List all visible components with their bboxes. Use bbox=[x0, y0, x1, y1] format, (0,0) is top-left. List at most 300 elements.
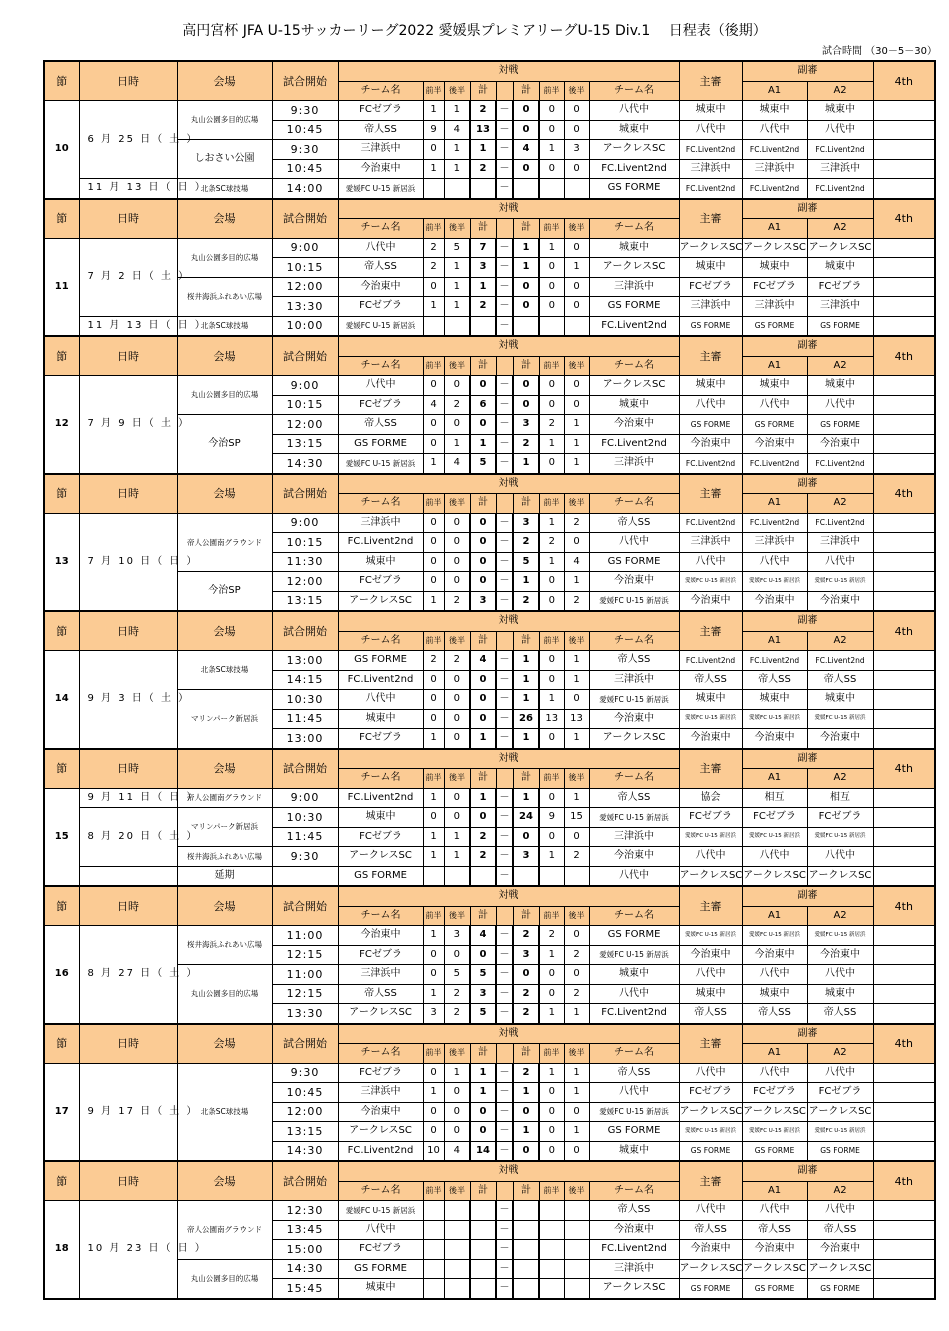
header-datetime: 日時 bbox=[79, 1161, 177, 1201]
header-away-second-half: 後半 bbox=[564, 494, 589, 514]
away-first-half bbox=[539, 316, 564, 336]
header-venue: 会場 bbox=[177, 336, 272, 376]
section-number: 16 bbox=[44, 926, 79, 1024]
match-date: 10 月 23 日（ 日 ） bbox=[79, 1201, 177, 1299]
home-first-half: 1 bbox=[423, 101, 444, 121]
fourth-official bbox=[873, 533, 935, 553]
home-team: FCゼブラ bbox=[338, 395, 423, 415]
header-home-second-half: 後半 bbox=[444, 1181, 470, 1201]
away-team: 愛媛FC U-15 新居浜 bbox=[589, 690, 679, 710]
kickoff-time: 12:30 bbox=[272, 1201, 338, 1221]
home-total: 1 bbox=[470, 1063, 496, 1083]
home-total: 5 bbox=[470, 965, 496, 985]
home-second-half: 0 bbox=[444, 1102, 470, 1122]
header-away-total: 計 bbox=[513, 769, 539, 789]
referee: 三津浜中 bbox=[679, 533, 742, 553]
header-assistant: 副審 bbox=[742, 611, 873, 631]
away-second-half: 4 bbox=[564, 552, 589, 572]
kickoff-time: 14:30 bbox=[272, 454, 338, 474]
kickoff-time: 14:00 bbox=[272, 179, 338, 199]
home-team: 今治東中 bbox=[338, 1102, 423, 1122]
score-dash: － bbox=[496, 808, 513, 828]
away-second-half: 0 bbox=[564, 1141, 589, 1161]
kickoff-time: 11:45 bbox=[272, 827, 338, 847]
home-team: 三津浜中 bbox=[338, 1083, 423, 1103]
away-team: 帝人SS bbox=[589, 788, 679, 808]
header-home-team: チーム名 bbox=[338, 219, 423, 239]
header-section: 節 bbox=[44, 1024, 79, 1064]
header-a2: A2 bbox=[807, 1044, 873, 1064]
referee: 今治東中 bbox=[679, 729, 742, 749]
away-total bbox=[513, 866, 539, 886]
header-match: 対戦 bbox=[338, 886, 679, 906]
fourth-official bbox=[873, 945, 935, 965]
assistant-referee-1: 城東中 bbox=[742, 376, 807, 396]
assistant-referee-1: 三津浜中 bbox=[742, 159, 807, 179]
assistant-referee-2: 今治東中 bbox=[807, 434, 873, 454]
assistant-referee-1: アークレスSC bbox=[742, 1102, 807, 1122]
header-home-team: チーム名 bbox=[338, 1044, 423, 1064]
header-away-total: 計 bbox=[513, 219, 539, 239]
header-match: 対戦 bbox=[338, 199, 679, 219]
assistant-referee-1: GS FORME bbox=[742, 1279, 807, 1299]
header-kickoff: 試合開始 bbox=[272, 336, 338, 376]
fourth-official bbox=[873, 297, 935, 317]
away-first-half: 0 bbox=[539, 159, 564, 179]
away-second-half: 1 bbox=[564, 670, 589, 690]
home-team: 帝人SS bbox=[338, 984, 423, 1004]
referee: FCゼブラ bbox=[679, 277, 742, 297]
kickoff-time bbox=[272, 866, 338, 886]
away-second-half bbox=[564, 1279, 589, 1299]
score-dash: － bbox=[496, 179, 513, 199]
away-team: 帝人SS bbox=[589, 1201, 679, 1221]
header-datetime: 日時 bbox=[79, 336, 177, 376]
home-first-half: 2 bbox=[423, 651, 444, 671]
header-fourth: 4th bbox=[873, 199, 935, 239]
score-dash: － bbox=[496, 533, 513, 553]
home-total bbox=[470, 866, 496, 886]
fourth-official bbox=[873, 179, 935, 199]
away-second-half: 1 bbox=[564, 1083, 589, 1103]
header-home-second-half: 後半 bbox=[444, 769, 470, 789]
header-assistant: 副審 bbox=[742, 749, 873, 769]
away-first-half bbox=[539, 1279, 564, 1299]
away-second-half: 0 bbox=[564, 277, 589, 297]
assistant-referee-2: 相互 bbox=[807, 788, 873, 808]
header-datetime: 日時 bbox=[79, 474, 177, 514]
header-fourth: 4th bbox=[873, 336, 935, 376]
away-total: 0 bbox=[513, 120, 539, 140]
fourth-official bbox=[873, 101, 935, 121]
home-team: FCゼブラ bbox=[338, 572, 423, 592]
away-first-half bbox=[539, 1259, 564, 1279]
away-second-half: 0 bbox=[564, 395, 589, 415]
assistant-referee-1: 愛媛FC U-15 新居浜 bbox=[742, 572, 807, 592]
score-dash: － bbox=[496, 827, 513, 847]
home-team: 今治東中 bbox=[338, 926, 423, 946]
away-total bbox=[513, 1201, 539, 1221]
away-second-half: 15 bbox=[564, 808, 589, 828]
match-date: 9 月 17 日（ 土 ） bbox=[79, 1063, 177, 1161]
away-second-half: 0 bbox=[564, 690, 589, 710]
fourth-official bbox=[873, 827, 935, 847]
header-venue: 会場 bbox=[177, 749, 272, 789]
header-venue: 会場 bbox=[177, 474, 272, 514]
header-section: 節 bbox=[44, 1161, 79, 1201]
header-venue: 会場 bbox=[177, 61, 272, 101]
header-away-team: チーム名 bbox=[589, 356, 679, 376]
fourth-official bbox=[873, 965, 935, 985]
away-second-half bbox=[564, 1201, 589, 1221]
score-dash: － bbox=[496, 297, 513, 317]
section-header-row bbox=[44, 749, 935, 769]
home-team: 愛媛FC U-15 新居浜 bbox=[338, 316, 423, 336]
home-total: 0 bbox=[470, 709, 496, 729]
away-total: 3 bbox=[513, 945, 539, 965]
match-duration-note: 試合時間 （30－5－30） bbox=[822, 46, 937, 57]
home-team: 城東中 bbox=[338, 808, 423, 828]
score-dash: － bbox=[496, 1201, 513, 1221]
home-first-half: 1 bbox=[423, 454, 444, 474]
kickoff-time: 9:00 bbox=[272, 788, 338, 808]
home-second-half: 1 bbox=[444, 159, 470, 179]
away-team: 八代中 bbox=[589, 866, 679, 886]
fourth-official bbox=[873, 670, 935, 690]
header-fourth: 4th bbox=[873, 61, 935, 101]
home-total: 0 bbox=[470, 415, 496, 435]
header-away-total: 計 bbox=[513, 631, 539, 651]
assistant-referee-1: アークレスSC bbox=[742, 1259, 807, 1279]
fourth-official bbox=[873, 277, 935, 297]
home-team: 今治東中 bbox=[338, 159, 423, 179]
away-second-half: 1 bbox=[564, 415, 589, 435]
home-first-half: 1 bbox=[423, 159, 444, 179]
header-assistant: 副審 bbox=[742, 199, 873, 219]
header-kickoff: 試合開始 bbox=[272, 886, 338, 926]
home-second-half: 0 bbox=[444, 670, 470, 690]
referee: 八代中 bbox=[679, 1063, 742, 1083]
away-team: 愛媛FC U-15 新居浜 bbox=[589, 808, 679, 828]
kickoff-time: 12:00 bbox=[272, 572, 338, 592]
assistant-referee-1: 愛媛FC U-15 新居浜 bbox=[742, 1122, 807, 1142]
assistant-referee-2: アークレスSC bbox=[807, 1259, 873, 1279]
referee: GS FORME bbox=[679, 316, 742, 336]
kickoff-time: 10:15 bbox=[272, 258, 338, 278]
header-away-team: チーム名 bbox=[589, 906, 679, 926]
assistant-referee-2: GS FORME bbox=[807, 1279, 873, 1299]
assistant-referee-2: 八代中 bbox=[807, 395, 873, 415]
referee: FC.Livent2nd bbox=[679, 454, 742, 474]
referee: 八代中 bbox=[679, 120, 742, 140]
header-home-second-half: 後半 bbox=[444, 494, 470, 514]
away-first-half: 1 bbox=[539, 1004, 564, 1024]
header-away-total: 計 bbox=[513, 356, 539, 376]
fourth-official bbox=[873, 709, 935, 729]
home-first-half: 0 bbox=[423, 1063, 444, 1083]
away-total: 2 bbox=[513, 533, 539, 553]
assistant-referee-2: 城東中 bbox=[807, 984, 873, 1004]
assistant-referee-2: 八代中 bbox=[807, 1201, 873, 1221]
away-team: アークレスSC bbox=[589, 1279, 679, 1299]
header-fourth: 4th bbox=[873, 749, 935, 789]
referee: 今治東中 bbox=[679, 434, 742, 454]
assistant-referee-2: 八代中 bbox=[807, 120, 873, 140]
kickoff-time: 15:00 bbox=[272, 1240, 338, 1260]
fourth-official bbox=[873, 316, 935, 336]
home-second-half: 2 bbox=[444, 984, 470, 1004]
header-home-first-half: 前半 bbox=[423, 1044, 444, 1064]
header-match: 対戦 bbox=[338, 336, 679, 356]
referee: GS FORME bbox=[679, 1279, 742, 1299]
away-team: 帝人SS bbox=[589, 513, 679, 533]
home-total: 3 bbox=[470, 258, 496, 278]
home-first-half: 0 bbox=[423, 1102, 444, 1122]
header-dash-spacer bbox=[496, 769, 513, 789]
kickoff-time: 13:30 bbox=[272, 297, 338, 317]
away-first-half: 1 bbox=[539, 847, 564, 867]
header-home-total: 計 bbox=[470, 494, 496, 514]
home-total: 2 bbox=[470, 297, 496, 317]
score-dash: － bbox=[496, 159, 513, 179]
score-dash: － bbox=[496, 1220, 513, 1240]
header-fourth: 4th bbox=[873, 1024, 935, 1064]
header-home-team: チーム名 bbox=[338, 906, 423, 926]
away-second-half: 1 bbox=[564, 454, 589, 474]
kickoff-time: 12:15 bbox=[272, 984, 338, 1004]
match-venue: 桜井海浜ふれあい広場 bbox=[177, 847, 272, 867]
away-team: 帝人SS bbox=[589, 651, 679, 671]
match-row bbox=[44, 847, 935, 867]
kickoff-time: 14:30 bbox=[272, 1259, 338, 1279]
home-second-half: 0 bbox=[444, 945, 470, 965]
fourth-official bbox=[873, 376, 935, 396]
header-a1: A1 bbox=[742, 906, 807, 926]
home-team: 城東中 bbox=[338, 709, 423, 729]
assistant-referee-1: GS FORME bbox=[742, 316, 807, 336]
away-total: 0 bbox=[513, 159, 539, 179]
header-section: 節 bbox=[44, 474, 79, 514]
kickoff-time: 9:00 bbox=[272, 513, 338, 533]
header-a1: A1 bbox=[742, 219, 807, 239]
home-first-half: 1 bbox=[423, 729, 444, 749]
kickoff-time: 12:00 bbox=[272, 277, 338, 297]
away-second-half: 0 bbox=[564, 533, 589, 553]
match-date: 6 月 25 日（ 土 ） bbox=[79, 101, 177, 179]
assistant-referee-1: 三津浜中 bbox=[742, 297, 807, 317]
header-home-first-half: 前半 bbox=[423, 769, 444, 789]
home-total: 1 bbox=[470, 434, 496, 454]
away-first-half: 1 bbox=[539, 238, 564, 258]
away-total bbox=[513, 1259, 539, 1279]
home-first-half: 0 bbox=[423, 533, 444, 553]
fourth-official bbox=[873, 1220, 935, 1240]
home-second-half: 2 bbox=[444, 1004, 470, 1024]
assistant-referee-2: FCゼブラ bbox=[807, 1083, 873, 1103]
away-total: 3 bbox=[513, 415, 539, 435]
header-referee: 主審 bbox=[679, 611, 742, 651]
home-team: アークレスSC bbox=[338, 1004, 423, 1024]
home-total: 2 bbox=[470, 827, 496, 847]
header-away-total: 計 bbox=[513, 1181, 539, 1201]
section-header-row bbox=[44, 199, 935, 219]
fourth-official bbox=[873, 866, 935, 886]
assistant-referee-1: 帝人SS bbox=[742, 1004, 807, 1024]
schedule-table bbox=[43, 60, 936, 1300]
header-home-total: 計 bbox=[470, 769, 496, 789]
header-a2: A2 bbox=[807, 1181, 873, 1201]
match-venue: 延期 bbox=[177, 866, 272, 886]
header-a1: A1 bbox=[742, 1181, 807, 1201]
away-team: アークレスSC bbox=[589, 376, 679, 396]
away-first-half: 1 bbox=[539, 945, 564, 965]
home-first-half bbox=[423, 179, 444, 199]
away-total: 2 bbox=[513, 926, 539, 946]
away-first-half: 0 bbox=[539, 1083, 564, 1103]
home-total: 6 bbox=[470, 395, 496, 415]
header-assistant: 副審 bbox=[742, 474, 873, 494]
home-second-half: 4 bbox=[444, 1141, 470, 1161]
fourth-official bbox=[873, 651, 935, 671]
kickoff-time: 9:30 bbox=[272, 1063, 338, 1083]
score-dash: － bbox=[496, 316, 513, 336]
home-team: FCゼブラ bbox=[338, 827, 423, 847]
home-team: 城東中 bbox=[338, 1279, 423, 1299]
assistant-referee-2: FC.Livent2nd bbox=[807, 140, 873, 160]
away-total: 2 bbox=[513, 1063, 539, 1083]
kickoff-time: 14:30 bbox=[272, 1141, 338, 1161]
header-home-second-half: 後半 bbox=[444, 219, 470, 239]
header-assistant: 副審 bbox=[742, 1024, 873, 1044]
home-first-half: 2 bbox=[423, 258, 444, 278]
match-venue: 今治SP bbox=[177, 415, 272, 474]
score-dash: － bbox=[496, 454, 513, 474]
score-dash: － bbox=[496, 729, 513, 749]
match-venue: 北条SC球技場 bbox=[177, 179, 272, 199]
assistant-referee-1: 城東中 bbox=[742, 258, 807, 278]
match-date: 9 月 3 日（ 土 ） bbox=[79, 651, 177, 749]
match-venue: 北条SC球技場 bbox=[177, 316, 272, 336]
kickoff-time: 15:45 bbox=[272, 1279, 338, 1299]
away-first-half: 0 bbox=[539, 1102, 564, 1122]
referee: 城東中 bbox=[679, 258, 742, 278]
header-match: 対戦 bbox=[338, 61, 679, 81]
home-second-half: 0 bbox=[444, 572, 470, 592]
home-team: FCゼブラ bbox=[338, 101, 423, 121]
match-row bbox=[44, 316, 935, 336]
match-row bbox=[44, 179, 935, 199]
home-team: 八代中 bbox=[338, 690, 423, 710]
header-away-total: 計 bbox=[513, 81, 539, 101]
home-second-half bbox=[444, 1240, 470, 1260]
referee: 城東中 bbox=[679, 376, 742, 396]
header-home-team: チーム名 bbox=[338, 769, 423, 789]
referee: 今治東中 bbox=[679, 1240, 742, 1260]
away-second-half bbox=[564, 1240, 589, 1260]
kickoff-time: 9:30 bbox=[272, 140, 338, 160]
away-team: GS FORME bbox=[589, 297, 679, 317]
score-dash: － bbox=[496, 1240, 513, 1260]
fourth-official bbox=[873, 1141, 935, 1161]
fourth-official bbox=[873, 1122, 935, 1142]
kickoff-time: 10:30 bbox=[272, 690, 338, 710]
section-header-row bbox=[44, 61, 935, 81]
header-away-second-half: 後半 bbox=[564, 631, 589, 651]
assistant-referee-2: 愛媛FC U-15 新居浜 bbox=[807, 827, 873, 847]
header-section: 節 bbox=[44, 611, 79, 651]
home-first-half: 0 bbox=[423, 277, 444, 297]
away-total: 1 bbox=[513, 690, 539, 710]
header-a2: A2 bbox=[807, 494, 873, 514]
header-referee: 主審 bbox=[679, 886, 742, 926]
assistant-referee-2: 城東中 bbox=[807, 258, 873, 278]
referee: 八代中 bbox=[679, 1201, 742, 1221]
match-row bbox=[44, 513, 935, 533]
assistant-referee-2: 八代中 bbox=[807, 847, 873, 867]
away-team: 三津浜中 bbox=[589, 827, 679, 847]
home-team: 今治東中 bbox=[338, 277, 423, 297]
header-fourth: 4th bbox=[873, 474, 935, 514]
home-total: 0 bbox=[470, 690, 496, 710]
assistant-referee-1: 八代中 bbox=[742, 120, 807, 140]
home-total: 0 bbox=[470, 1122, 496, 1142]
away-team: 城東中 bbox=[589, 238, 679, 258]
header-a2: A2 bbox=[807, 631, 873, 651]
match-venue: 北条SC球技場 bbox=[177, 1063, 272, 1161]
assistant-referee-2: 今治東中 bbox=[807, 591, 873, 611]
home-team: アークレスSC bbox=[338, 1122, 423, 1142]
fourth-official bbox=[873, 513, 935, 533]
referee: 今治東中 bbox=[679, 591, 742, 611]
away-team: アークレスSC bbox=[589, 729, 679, 749]
away-total: 1 bbox=[513, 572, 539, 592]
match-venue: 帝人公園南グラウンド bbox=[177, 1201, 272, 1260]
assistant-referee-2: 三津浜中 bbox=[807, 297, 873, 317]
away-team: アークレスSC bbox=[589, 258, 679, 278]
match-date: 8 月 20 日（ 土 ） bbox=[79, 808, 177, 867]
referee: 城東中 bbox=[679, 101, 742, 121]
away-first-half bbox=[539, 179, 564, 199]
header-datetime: 日時 bbox=[79, 749, 177, 789]
assistant-referee-2: 三津浜中 bbox=[807, 533, 873, 553]
score-dash: － bbox=[496, 1063, 513, 1083]
score-dash: － bbox=[496, 101, 513, 121]
away-team: 三津浜中 bbox=[589, 1259, 679, 1279]
score-dash: － bbox=[496, 395, 513, 415]
away-total: 1 bbox=[513, 258, 539, 278]
header-kickoff: 試合開始 bbox=[272, 474, 338, 514]
fourth-official bbox=[873, 1240, 935, 1260]
score-dash: － bbox=[496, 1279, 513, 1299]
header-home-total: 計 bbox=[470, 1181, 496, 1201]
away-team: FC.Livent2nd bbox=[589, 159, 679, 179]
header-away-first-half: 前半 bbox=[539, 1181, 564, 1201]
assistant-referee-2: 愛媛FC U-15 新居浜 bbox=[807, 572, 873, 592]
referee: 八代中 bbox=[679, 965, 742, 985]
home-team: 帝人SS bbox=[338, 415, 423, 435]
referee: 協会 bbox=[679, 788, 742, 808]
referee: FC.Livent2nd bbox=[679, 179, 742, 199]
header-assistant: 副審 bbox=[742, 1161, 873, 1181]
assistant-referee-2: 八代中 bbox=[807, 552, 873, 572]
home-team: 八代中 bbox=[338, 1220, 423, 1240]
referee: 帝人SS bbox=[679, 1004, 742, 1024]
match-row bbox=[44, 1063, 935, 1083]
away-first-half: 1 bbox=[539, 552, 564, 572]
home-first-half: 0 bbox=[423, 945, 444, 965]
away-total: 1 bbox=[513, 729, 539, 749]
assistant-referee-1: 八代中 bbox=[742, 552, 807, 572]
